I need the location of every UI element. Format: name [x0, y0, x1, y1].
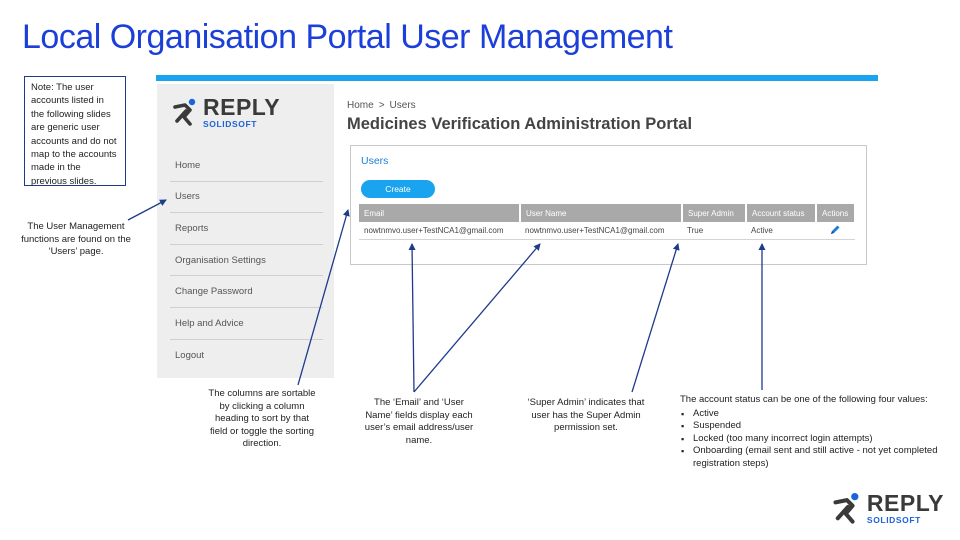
arrow-to-users-nav — [128, 200, 166, 220]
cell-username: nowtnmvo.user+TestNCA1@gmail.com — [520, 222, 682, 239]
slide-title: Local Organisation Portal User Management — [22, 18, 673, 56]
callout-email-username: The ‘Email’ and ‘User Name’ fields display each user’s email address/user name. — [364, 397, 474, 446]
cell-super-admin: True — [682, 222, 746, 239]
column-header-email[interactable]: Email — [359, 204, 520, 222]
breadcrumb-home[interactable]: Home — [347, 100, 374, 111]
page-title: Medicines Verification Administration Portal — [347, 115, 693, 133]
logo-wordmark: REPLY — [203, 94, 281, 120]
column-header-actions: Actions — [816, 204, 855, 222]
sidebar-item-reports[interactable]: Reports — [170, 213, 323, 245]
breadcrumb-separator: > — [378, 100, 385, 111]
arrow-to-email-column — [412, 244, 414, 392]
column-header-super-admin[interactable]: Super Admin — [682, 204, 746, 222]
sidebar-item-help-and-advice[interactable]: Help and Advice — [170, 308, 323, 340]
arrow-to-username-column — [414, 244, 540, 392]
callout-super-admin: ‘Super Admin’ indicates that user has the Super Admin permission set. — [527, 397, 645, 434]
logo-subtitle: SOLIDSOFT — [203, 119, 258, 129]
sidebar-item-users[interactable]: Users — [170, 182, 323, 214]
cell-email: nowtnmvo.user+TestNCA1@gmail.com — [359, 222, 520, 239]
callout-account-status — [680, 394, 950, 471]
column-header-account-status[interactable]: Account status — [746, 204, 816, 222]
callout-users-page: The User Management functions are found on the ‘Users’ page. — [21, 221, 131, 258]
sidebar-item-home[interactable]: Home — [170, 150, 323, 182]
status-value-locked: ▪ Locked (too many incorrect login attempts) — [680, 433, 950, 446]
callout-sortable-columns: The columns are sortable by clicking a column heading to sort by that field or toggle the sorting direction. — [208, 388, 316, 450]
note-box: Note: The user accounts listed in the following slides are generic user accounts and do not map to the accounts made in the previous slides. — [24, 76, 126, 186]
breadcrumb-current: Users — [389, 100, 416, 111]
sidebar-item-organisation-settings[interactable]: Organisation Settings — [170, 245, 323, 277]
column-header-username[interactable]: User Name — [520, 204, 682, 222]
status-list — [680, 408, 950, 471]
status-value-suspended: ▪ Suspended — [680, 420, 950, 433]
cell-account-status: Active — [746, 222, 816, 239]
footer-logo-wordmark: REPLY — [866, 489, 944, 516]
sidebar-item-logout[interactable]: Logout — [175, 349, 205, 361]
status-intro: The account status can be one of the following four values: — [680, 394, 928, 405]
create-user-button[interactable]: Create — [361, 180, 435, 198]
runner-icon — [831, 491, 865, 525]
status-value-onboarding: ▪ Onboarding (email sent and still active - not yet completed registration steps) — [680, 445, 950, 470]
footer-logo-subtitle: SOLIDSOFT — [866, 514, 921, 525]
reply-logo-footer — [831, 491, 944, 525]
status-value-active: ▪ Active — [680, 408, 950, 421]
arrow-to-column-headers — [298, 210, 348, 385]
sidebar-item-change-password[interactable]: Change Password — [170, 276, 323, 308]
arrow-to-super-admin-column — [632, 244, 678, 392]
panel-title: Users — [361, 155, 389, 167]
